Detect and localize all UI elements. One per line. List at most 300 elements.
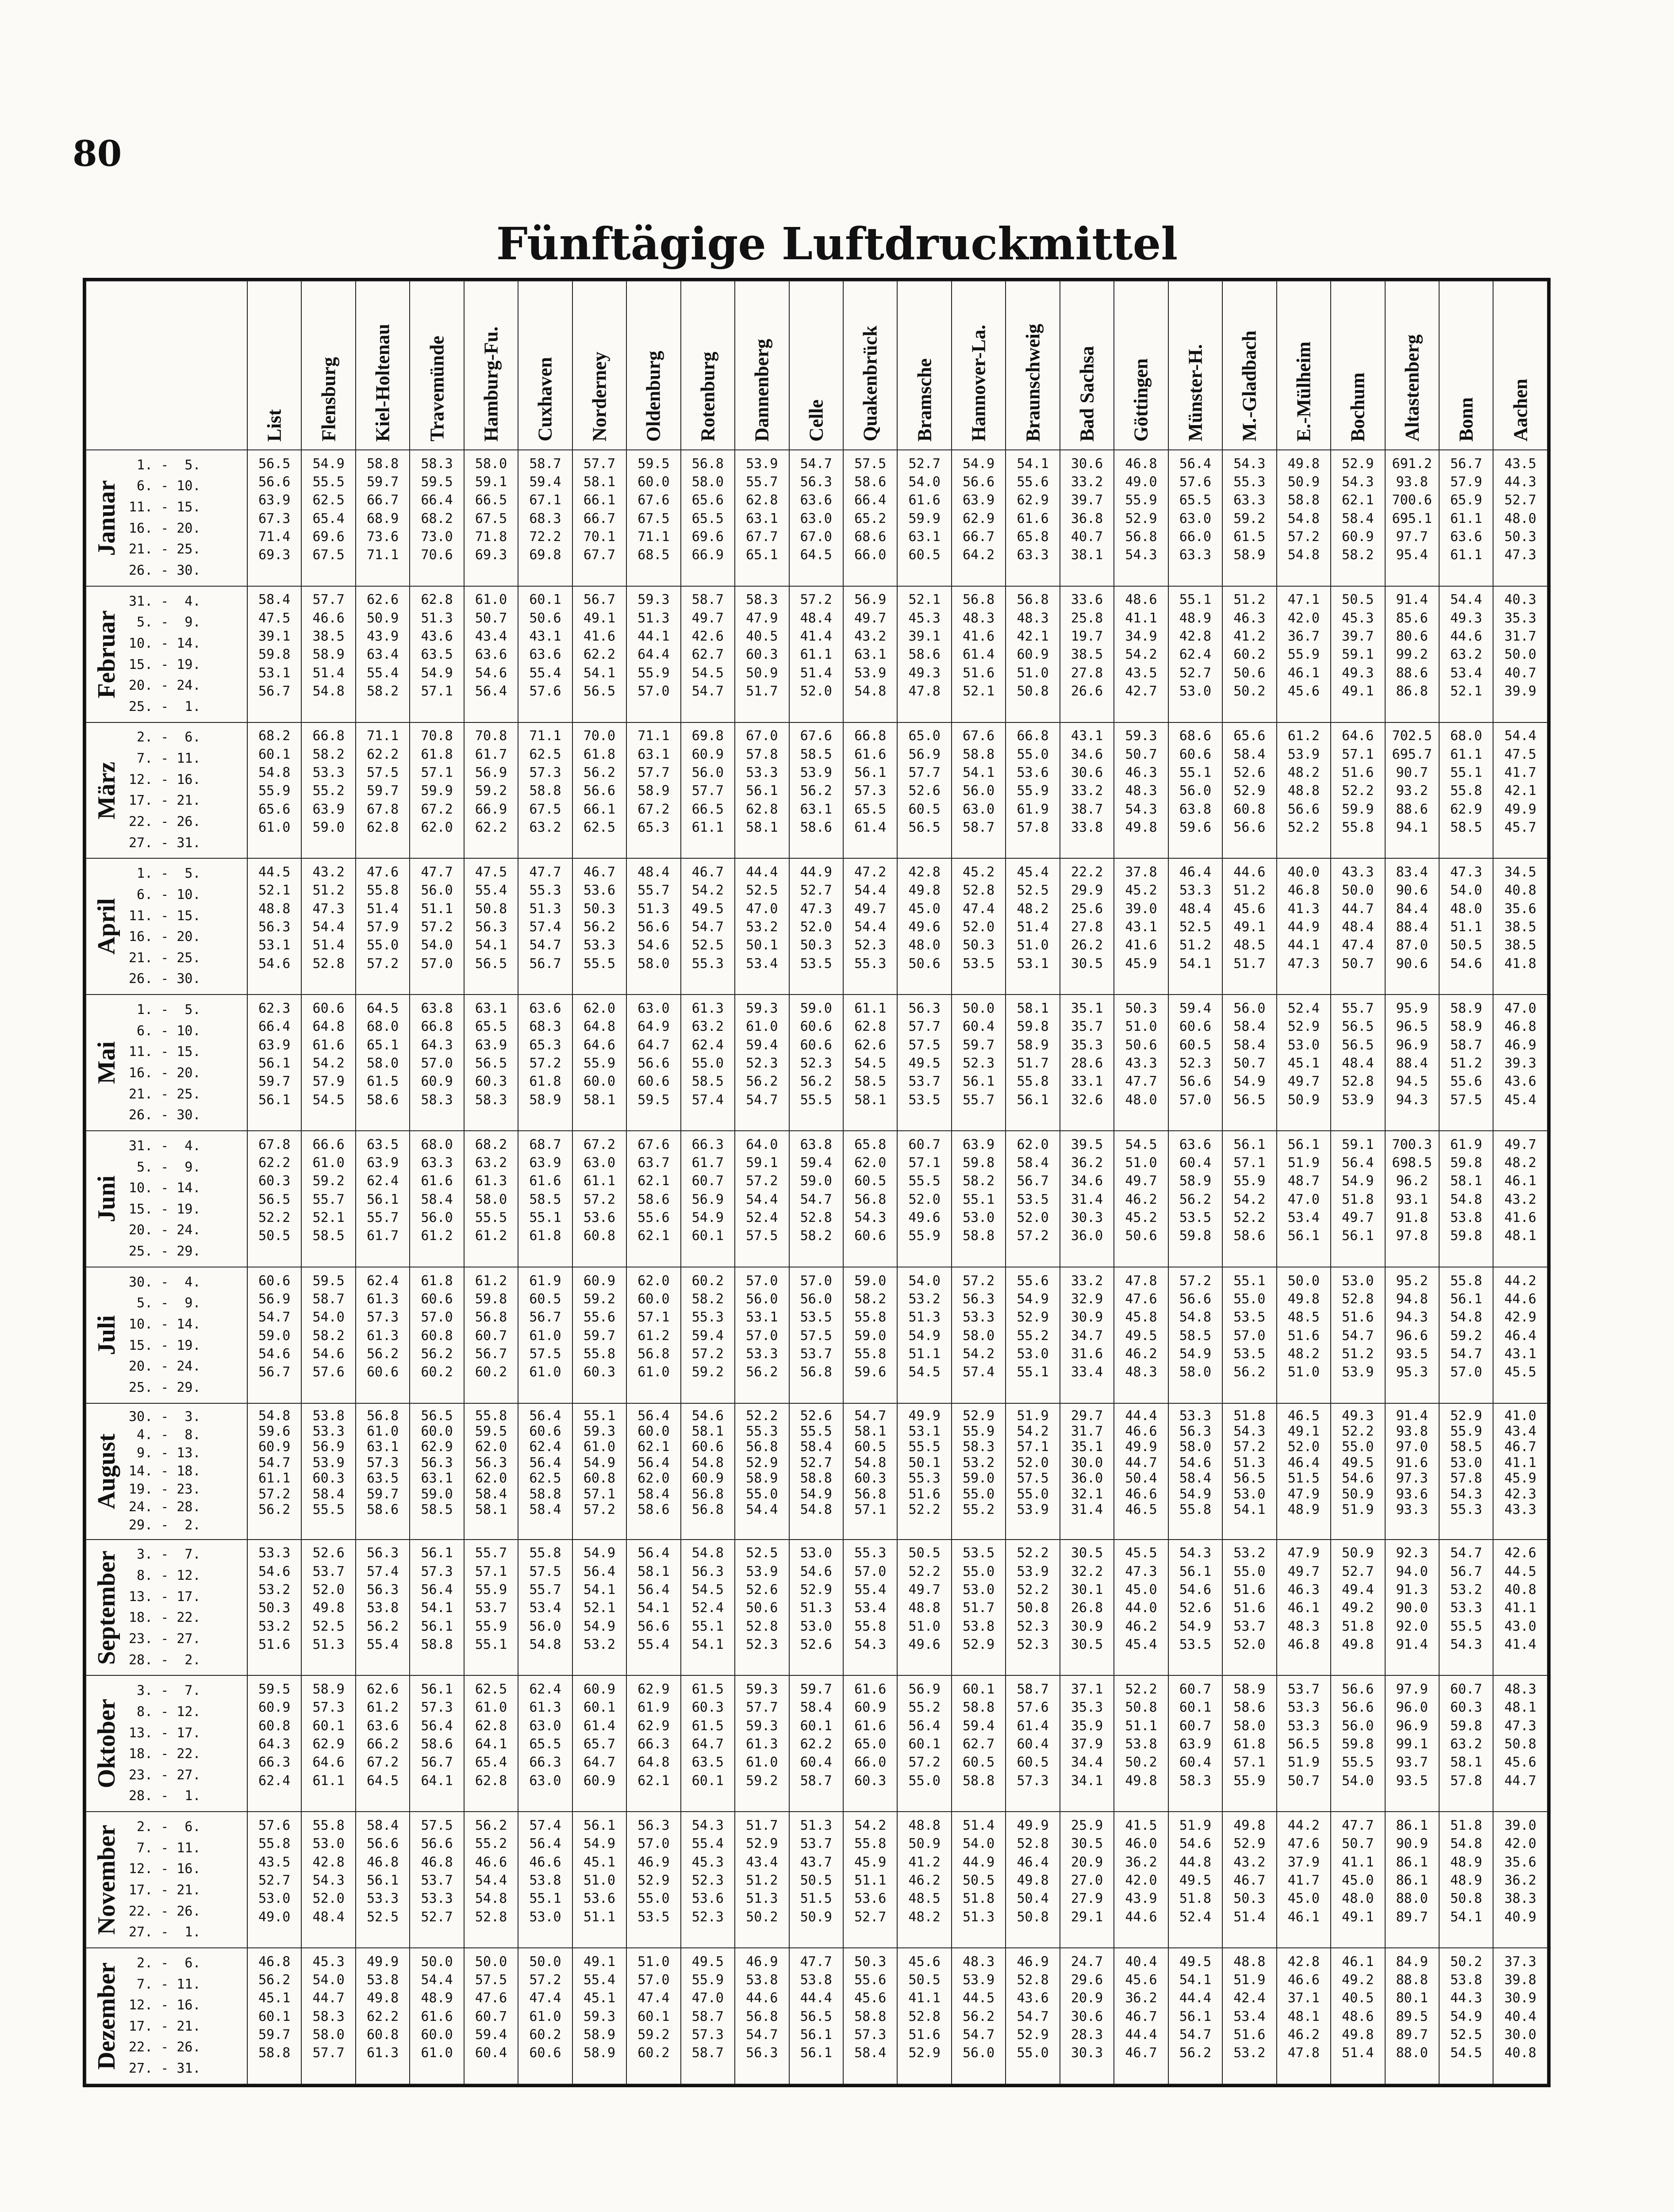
- pressure-value: 47.5: [258, 610, 291, 626]
- pressure-value: 53.7: [908, 1074, 941, 1090]
- pressure-value: 57.0: [1179, 1092, 1212, 1108]
- pressure-value: 45.1: [583, 1854, 616, 1870]
- pressure-value: 50.8: [1017, 1909, 1049, 1925]
- pressure-value: 51.8: [962, 1891, 995, 1907]
- pressure-value: 47.3: [1450, 864, 1482, 880]
- pressure-value: 52.6: [800, 1408, 832, 1424]
- pressure-values: [573, 859, 626, 977]
- pentad-range: 10. - 14.: [129, 1180, 201, 1196]
- pressure-value: 60.6: [421, 1291, 453, 1307]
- pressure-value: 58.6: [637, 1191, 670, 1207]
- pressure-value: 46.8: [258, 1954, 291, 1970]
- pressure-value: 53.0: [962, 1210, 995, 1226]
- pressure-value: 41.6: [1125, 937, 1157, 953]
- pressure-value: 57.5: [746, 1228, 778, 1244]
- pressure-values: [1440, 450, 1493, 569]
- pressure-value: 47.6: [475, 1990, 507, 2006]
- pentad-range: 17. - 21.: [129, 1882, 201, 1898]
- pressure-value: 52.9: [908, 2045, 941, 2061]
- pressure-value: 53.6: [583, 1891, 616, 1907]
- pressure-values: [410, 1540, 463, 1659]
- pressure-values: [302, 1540, 355, 1659]
- pressure-value: 44.2: [1287, 1817, 1320, 1833]
- pressure-value: 54.4: [746, 1502, 778, 1518]
- pressure-values: [302, 859, 355, 977]
- pressure-value: 53.0: [258, 1891, 291, 1907]
- pressure-values: [518, 450, 572, 569]
- pressure-value: 67.0: [800, 529, 832, 545]
- pressure-values: [573, 1948, 626, 2067]
- pressure-value: 52.7: [1342, 1563, 1374, 1579]
- pressure-value: 64.9: [637, 1019, 670, 1035]
- pressure-value: 54.6: [691, 1408, 724, 1424]
- pressure-value: 44.4: [1179, 1990, 1212, 2006]
- pressure-value: 61.0: [475, 592, 507, 608]
- pressure-value: 64.8: [637, 1755, 670, 1770]
- pressure-value: 40.4: [1125, 1954, 1157, 1970]
- pressure-values: [627, 1540, 680, 1659]
- pressure-value: 63.1: [637, 746, 670, 762]
- pressure-value: 56.3: [367, 1582, 399, 1598]
- pressure-values: [465, 1540, 518, 1659]
- pressure-value: 50.5: [962, 1872, 995, 1888]
- pressure-value: 46.2: [1125, 1191, 1157, 1207]
- pressure-value: 33.8: [1071, 819, 1103, 835]
- pressure-value: 48.6: [1342, 2008, 1374, 2024]
- pressure-value: 51.7: [962, 1600, 995, 1616]
- pressure-value: 63.5: [367, 1137, 399, 1152]
- pressure-value: 71.1: [637, 529, 670, 545]
- pressure-value: 53.8: [1450, 1210, 1482, 1226]
- pressure-values: [410, 587, 463, 705]
- station-values-cell: [518, 995, 572, 1131]
- pressure-value: 55.0: [746, 1486, 778, 1502]
- pressure-value: 61.8: [1233, 1736, 1266, 1752]
- pressure-value: 53.9: [1342, 1092, 1374, 1108]
- pressure-value: 57.0: [746, 1273, 778, 1289]
- pressure-values: [1494, 1948, 1547, 2067]
- pressure-value: 52.9: [746, 1836, 778, 1852]
- pressure-value: 53.3: [1287, 1700, 1320, 1716]
- station-values-cell: [1060, 722, 1114, 859]
- pressure-values: [1386, 587, 1439, 705]
- pressure-value: 53.0: [1342, 1273, 1374, 1289]
- pressure-value: 47.3: [1287, 956, 1320, 972]
- pressure-value: 56.8: [367, 1408, 399, 1424]
- pressure-value: 54.9: [1179, 1346, 1212, 1362]
- pressure-values: [1223, 859, 1276, 977]
- pressure-value: 56.6: [637, 1618, 670, 1634]
- pressure-value: 57.5: [367, 764, 399, 780]
- pressure-value: 66.3: [529, 1755, 561, 1770]
- pressure-value: 70.6: [421, 547, 453, 563]
- station-values-cell: [1114, 1131, 1168, 1267]
- pressure-value: 55.1: [583, 1408, 616, 1424]
- pressure-value: 30.5: [1071, 956, 1103, 972]
- pressure-value: 54.6: [258, 1346, 291, 1362]
- pressure-value: 66.6: [312, 1137, 345, 1152]
- pressure-value: 43.1: [1071, 728, 1103, 744]
- pressure-value: 56.7: [1017, 1173, 1049, 1189]
- pressure-value: 42.8: [312, 1854, 345, 1870]
- pressure-value: 54.3: [854, 1210, 887, 1226]
- pressure-value: 64.6: [583, 1037, 616, 1053]
- station-values-cell: [735, 995, 789, 1131]
- pressure-value: 57.5: [529, 1346, 561, 1362]
- station-header: [1277, 281, 1331, 450]
- pressure-value: 57.0: [637, 684, 670, 699]
- pressure-value: 56.4: [529, 1455, 561, 1471]
- pressure-value: 60.4: [962, 1019, 995, 1035]
- pressure-value: 53.9: [800, 764, 832, 780]
- pressure-value: 58.9: [1233, 547, 1266, 563]
- pressure-value: 62.8: [475, 1718, 507, 1734]
- station-values-cell: [843, 1540, 897, 1676]
- pressure-value: 53.3: [312, 764, 345, 780]
- station-values-cell: [464, 1403, 518, 1540]
- pressure-value: 46.8: [1287, 883, 1320, 899]
- pressure-value: 42.6: [1504, 1545, 1536, 1561]
- pressure-value: 49.7: [1125, 1173, 1157, 1189]
- pressure-value: 58.4: [1179, 1471, 1212, 1486]
- pressure-value: 50.8: [1125, 1700, 1157, 1716]
- pressure-values: [248, 1948, 301, 2067]
- station-values-cell: [952, 1540, 1006, 1676]
- pressure-values: [1006, 723, 1059, 841]
- station-values-cell: [1114, 1267, 1168, 1403]
- pressure-value: 59.0: [312, 819, 345, 835]
- pressure-value: 57.5: [854, 456, 887, 472]
- pressure-value: 52.8: [475, 1909, 507, 1925]
- pressure-value: 61.4: [854, 819, 887, 835]
- pressure-value: 96.6: [1396, 1328, 1428, 1344]
- pressure-value: 61.0: [746, 1019, 778, 1035]
- station-values-cell: [897, 586, 951, 722]
- pressure-value: 53.4: [746, 956, 778, 972]
- pressure-value: 54.1: [637, 1600, 670, 1616]
- station-values-cell: [247, 1948, 301, 2084]
- pressure-value: 62.6: [854, 1037, 887, 1053]
- pressure-value: 55.4: [475, 883, 507, 899]
- pressure-value: 49.9: [1125, 1439, 1157, 1455]
- pressure-value: 63.8: [1179, 801, 1212, 817]
- pressure-value: 55.8: [1342, 819, 1374, 835]
- station-values-cell: [1060, 586, 1114, 722]
- pressure-value: 54.8: [312, 684, 345, 699]
- pressure-value: 52.7: [800, 1455, 832, 1471]
- pressure-value: 50.9: [800, 1909, 832, 1925]
- pressure-value: 71.1: [529, 728, 561, 744]
- pressure-value: 41.2: [908, 1854, 941, 1870]
- pressure-value: 55.2: [908, 1700, 941, 1716]
- pressure-value: 53.0: [1287, 1037, 1320, 1053]
- pentad-range: 11. - 15.: [129, 499, 201, 515]
- pressure-value: 58.4: [312, 1486, 345, 1502]
- pressure-value: 49.4: [1342, 1582, 1374, 1598]
- station-values-cell: [1385, 1131, 1439, 1267]
- pressure-value: 54.2: [312, 1055, 345, 1071]
- pressure-value: 69.8: [529, 547, 561, 563]
- pressure-value: 51.9: [1287, 1755, 1320, 1770]
- pressure-value: 38.5: [312, 629, 345, 645]
- station-values-cell: [1006, 1812, 1060, 1948]
- pressure-value: 36.8: [1071, 511, 1103, 526]
- pressure-value: 57.1: [475, 1563, 507, 1579]
- pressure-value: 51.2: [1179, 937, 1212, 953]
- pentad-range: 7. - 11.: [129, 1976, 201, 1992]
- pressure-value: 61.5: [367, 1074, 399, 1090]
- pressure-value: 55.0: [962, 1563, 995, 1579]
- pressure-value: 58.1: [637, 1563, 670, 1579]
- pressure-value: 49.5: [691, 901, 724, 917]
- pressure-value: 56.6: [1233, 819, 1266, 835]
- pressure-value: 698.5: [1392, 1155, 1432, 1171]
- pressure-value: 57.6: [1179, 474, 1212, 490]
- pressure-value: 93.8: [1396, 1423, 1428, 1439]
- pressure-value: 57.3: [691, 2027, 724, 2043]
- pressure-values: [1494, 450, 1547, 569]
- pressure-value: 56.4: [637, 1545, 670, 1561]
- pressure-value: 47.7: [421, 864, 453, 880]
- pressure-value: 50.5: [1342, 592, 1374, 608]
- pressure-value: 57.7: [583, 456, 616, 472]
- station-values-cell: [1168, 995, 1222, 1131]
- month-name: Juli: [93, 1315, 120, 1356]
- pressure-value: 54.1: [691, 1636, 724, 1652]
- pressure-value: 59.3: [583, 1423, 616, 1439]
- station-values-cell: [626, 1812, 680, 1948]
- station-values-cell: [1060, 995, 1114, 1131]
- pressure-value: 56.7: [529, 1310, 561, 1325]
- pressure-values: [1060, 450, 1113, 569]
- pressure-value: 60.5: [908, 547, 941, 563]
- pressure-value: 43.4: [1504, 1423, 1536, 1439]
- pressure-value: 52.3: [962, 1055, 995, 1071]
- pressure-value: 54.7: [800, 1191, 832, 1207]
- pressure-value: 60.7: [475, 1328, 507, 1344]
- pressure-value: 58.3: [746, 592, 778, 608]
- pressure-values: [518, 1404, 572, 1522]
- pressure-value: 91.8: [1396, 1210, 1428, 1226]
- station-values-cell: [952, 722, 1006, 859]
- pressure-value: 33.2: [1071, 474, 1103, 490]
- pressure-value: 56.0: [746, 1291, 778, 1307]
- pressure-value: 64.2: [962, 547, 995, 563]
- pressure-value: 33.1: [1071, 1074, 1103, 1090]
- pressure-value: 58.3: [421, 456, 453, 472]
- pressure-value: 52.5: [691, 937, 724, 953]
- pressure-value: 62.1: [637, 1173, 670, 1189]
- pressure-value: 59.2: [475, 783, 507, 799]
- station-values-cell: [1439, 450, 1493, 586]
- pressure-values: [356, 1404, 409, 1522]
- station-values-cell: [247, 1131, 301, 1267]
- pressure-value: 93.5: [1396, 1346, 1428, 1362]
- pressure-value: 46.8: [1125, 456, 1157, 472]
- month-row: [86, 1812, 1547, 1948]
- pentad-list: [129, 1953, 243, 2079]
- station-name: Braunschweig: [1022, 323, 1044, 442]
- pressure-value: 50.9: [1342, 1486, 1374, 1502]
- pressure-value: 51.3: [637, 610, 670, 626]
- pressure-value: 54.7: [691, 684, 724, 699]
- pressure-value: 41.2: [1233, 629, 1266, 645]
- pressure-values: [898, 1948, 951, 2067]
- pressure-value: 63.1: [854, 647, 887, 663]
- pressure-value: 48.3: [962, 1954, 995, 1970]
- pressure-values: [573, 995, 626, 1114]
- pressure-value: 57.7: [908, 1019, 941, 1035]
- pressure-value: 48.5: [1233, 937, 1266, 953]
- pressure-value: 52.9: [1287, 1019, 1320, 1035]
- pressure-value: 70.8: [475, 728, 507, 744]
- month-name: März: [93, 761, 120, 819]
- pressure-value: 49.9: [1017, 1817, 1049, 1833]
- pressure-value: 57.8: [1450, 1773, 1482, 1789]
- pressure-values: [1277, 1267, 1330, 1386]
- pressure-value: 58.7: [691, 592, 724, 608]
- pressure-value: 54.3: [1450, 1486, 1482, 1502]
- pressure-value: 55.5: [1450, 1618, 1482, 1634]
- pressure-value: 45.0: [1287, 1891, 1320, 1907]
- pressure-value: 52.5: [746, 1545, 778, 1561]
- pressure-value: 56.3: [691, 1563, 724, 1579]
- pressure-value: 54.9: [583, 1545, 616, 1561]
- pressure-values: [790, 1540, 843, 1659]
- pressure-value: 40.3: [1504, 592, 1536, 608]
- pressure-values: [952, 859, 1005, 977]
- pentad-list: [129, 1408, 243, 1535]
- station-name: Travemünde: [426, 336, 448, 442]
- pressure-value: 61.1: [800, 647, 832, 663]
- pressure-values: [627, 1267, 680, 1386]
- station-values-cell: [735, 858, 789, 995]
- pressure-value: 51.1: [908, 1346, 941, 1362]
- station-values-cell: [572, 1812, 626, 1948]
- pressure-values: [735, 723, 788, 841]
- station-values-cell: [410, 1403, 464, 1540]
- station-values-cell: [410, 722, 464, 859]
- pentad-list: [129, 1680, 243, 1807]
- pressure-value: 27.0: [1071, 1872, 1103, 1888]
- pressure-value: 62.8: [746, 492, 778, 508]
- pressure-value: 30.5: [1071, 1836, 1103, 1852]
- pressure-value: 56.1: [1450, 1291, 1482, 1307]
- pressure-value: 50.0: [421, 1954, 453, 1970]
- station-values-cell: [843, 1131, 897, 1267]
- pressure-value: 56.3: [421, 1455, 453, 1471]
- pressure-value: 54.5: [691, 1582, 724, 1598]
- pressure-value: 61.6: [908, 492, 941, 508]
- pressure-value: 45.6: [1233, 901, 1266, 917]
- pressure-value: 46.7: [1504, 1439, 1536, 1455]
- pressure-value: 66.8: [854, 728, 887, 744]
- pressure-value: 56.9: [475, 764, 507, 780]
- pressure-value: 54.7: [529, 937, 561, 953]
- pressure-values: [465, 1267, 518, 1386]
- station-values-cell: [1385, 1948, 1439, 2084]
- pressure-value: 34.4: [1071, 1755, 1103, 1770]
- pressure-value: 54.1: [583, 1582, 616, 1598]
- pressure-value: 62.9: [421, 1439, 453, 1455]
- pressure-value: 55.1: [529, 1891, 561, 1907]
- pressure-value: 54.8: [258, 1408, 291, 1424]
- pressure-value: 52.9: [962, 1408, 995, 1424]
- pressure-values: [627, 995, 680, 1114]
- pressure-value: 39.8: [1504, 1972, 1536, 1988]
- pressure-value: 50.8: [475, 901, 507, 917]
- pressure-value: 54.5: [1450, 2045, 1482, 2061]
- pressure-value: 22.2: [1071, 864, 1103, 880]
- pressure-value: 47.3: [1504, 547, 1536, 563]
- pressure-value: 57.1: [421, 684, 453, 699]
- pressure-value: 55.1: [475, 1636, 507, 1652]
- station-values-cell: [1493, 450, 1547, 586]
- pressure-value: 46.8: [367, 1854, 399, 1870]
- pressure-value: 56.3: [637, 1817, 670, 1833]
- pressure-value: 62.4: [691, 1037, 724, 1053]
- station-values-cell: [843, 858, 897, 995]
- pressure-value: 55.5: [800, 1423, 832, 1439]
- station-values-cell: [1277, 1675, 1331, 1812]
- pressure-value: 45.3: [908, 610, 941, 626]
- pressure-value: 53.4: [1233, 2008, 1266, 2024]
- pressure-value: 58.7: [691, 2045, 724, 2061]
- station-values-cell: [301, 1540, 355, 1676]
- pressure-value: 53.9: [312, 1455, 345, 1471]
- pressure-value: 57.0: [637, 1972, 670, 1988]
- station-values-cell: [843, 586, 897, 722]
- pressure-value: 93.8: [1396, 474, 1428, 490]
- month-name: Februar: [93, 610, 120, 699]
- pressure-value: 47.1: [1287, 592, 1320, 608]
- pressure-value: 54.8: [475, 1891, 507, 1907]
- pressure-value: 58.4: [854, 2045, 887, 2061]
- pressure-value: 45.1: [1287, 1055, 1320, 1071]
- table-body: [86, 450, 1547, 2084]
- pressure-values: [952, 1131, 1005, 1250]
- station-values-cell: [1493, 1675, 1547, 1812]
- pressure-value: 52.0: [312, 1891, 345, 1907]
- pressure-value: 58.4: [1233, 746, 1266, 762]
- station-values-cell: [301, 722, 355, 859]
- pressure-values: [681, 1267, 734, 1386]
- pressure-value: 59.5: [312, 1273, 345, 1289]
- pressure-value: 43.6: [421, 629, 453, 645]
- pressure-values: [1223, 1131, 1276, 1250]
- pressure-value: 27.9: [1071, 1891, 1103, 1907]
- pressure-values: [1440, 1267, 1493, 1386]
- pentad-range: 1. - 5.: [129, 1002, 201, 1018]
- pressure-value: 50.4: [1017, 1891, 1049, 1907]
- pressure-value: 52.8: [746, 1618, 778, 1634]
- pressure-value: 63.5: [367, 1471, 399, 1486]
- station-values-cell: [572, 1675, 626, 1812]
- pressure-values: [465, 723, 518, 841]
- pressure-values: [1223, 1948, 1276, 2067]
- station-values-cell: [1331, 450, 1385, 586]
- pressure-values: [681, 1404, 734, 1522]
- pressure-values: [1114, 1676, 1167, 1794]
- pressure-value: 51.8: [1342, 1191, 1374, 1207]
- pressure-value: 40.0: [1287, 864, 1320, 880]
- pressure-value: 44.5: [962, 1990, 995, 2006]
- station-name: Aachen: [1509, 379, 1532, 442]
- pressure-value: 45.9: [1504, 1471, 1536, 1486]
- pressure-value: 55.1: [1450, 764, 1482, 780]
- pressure-value: 67.6: [637, 492, 670, 508]
- pressure-value: 58.5: [529, 1191, 561, 1207]
